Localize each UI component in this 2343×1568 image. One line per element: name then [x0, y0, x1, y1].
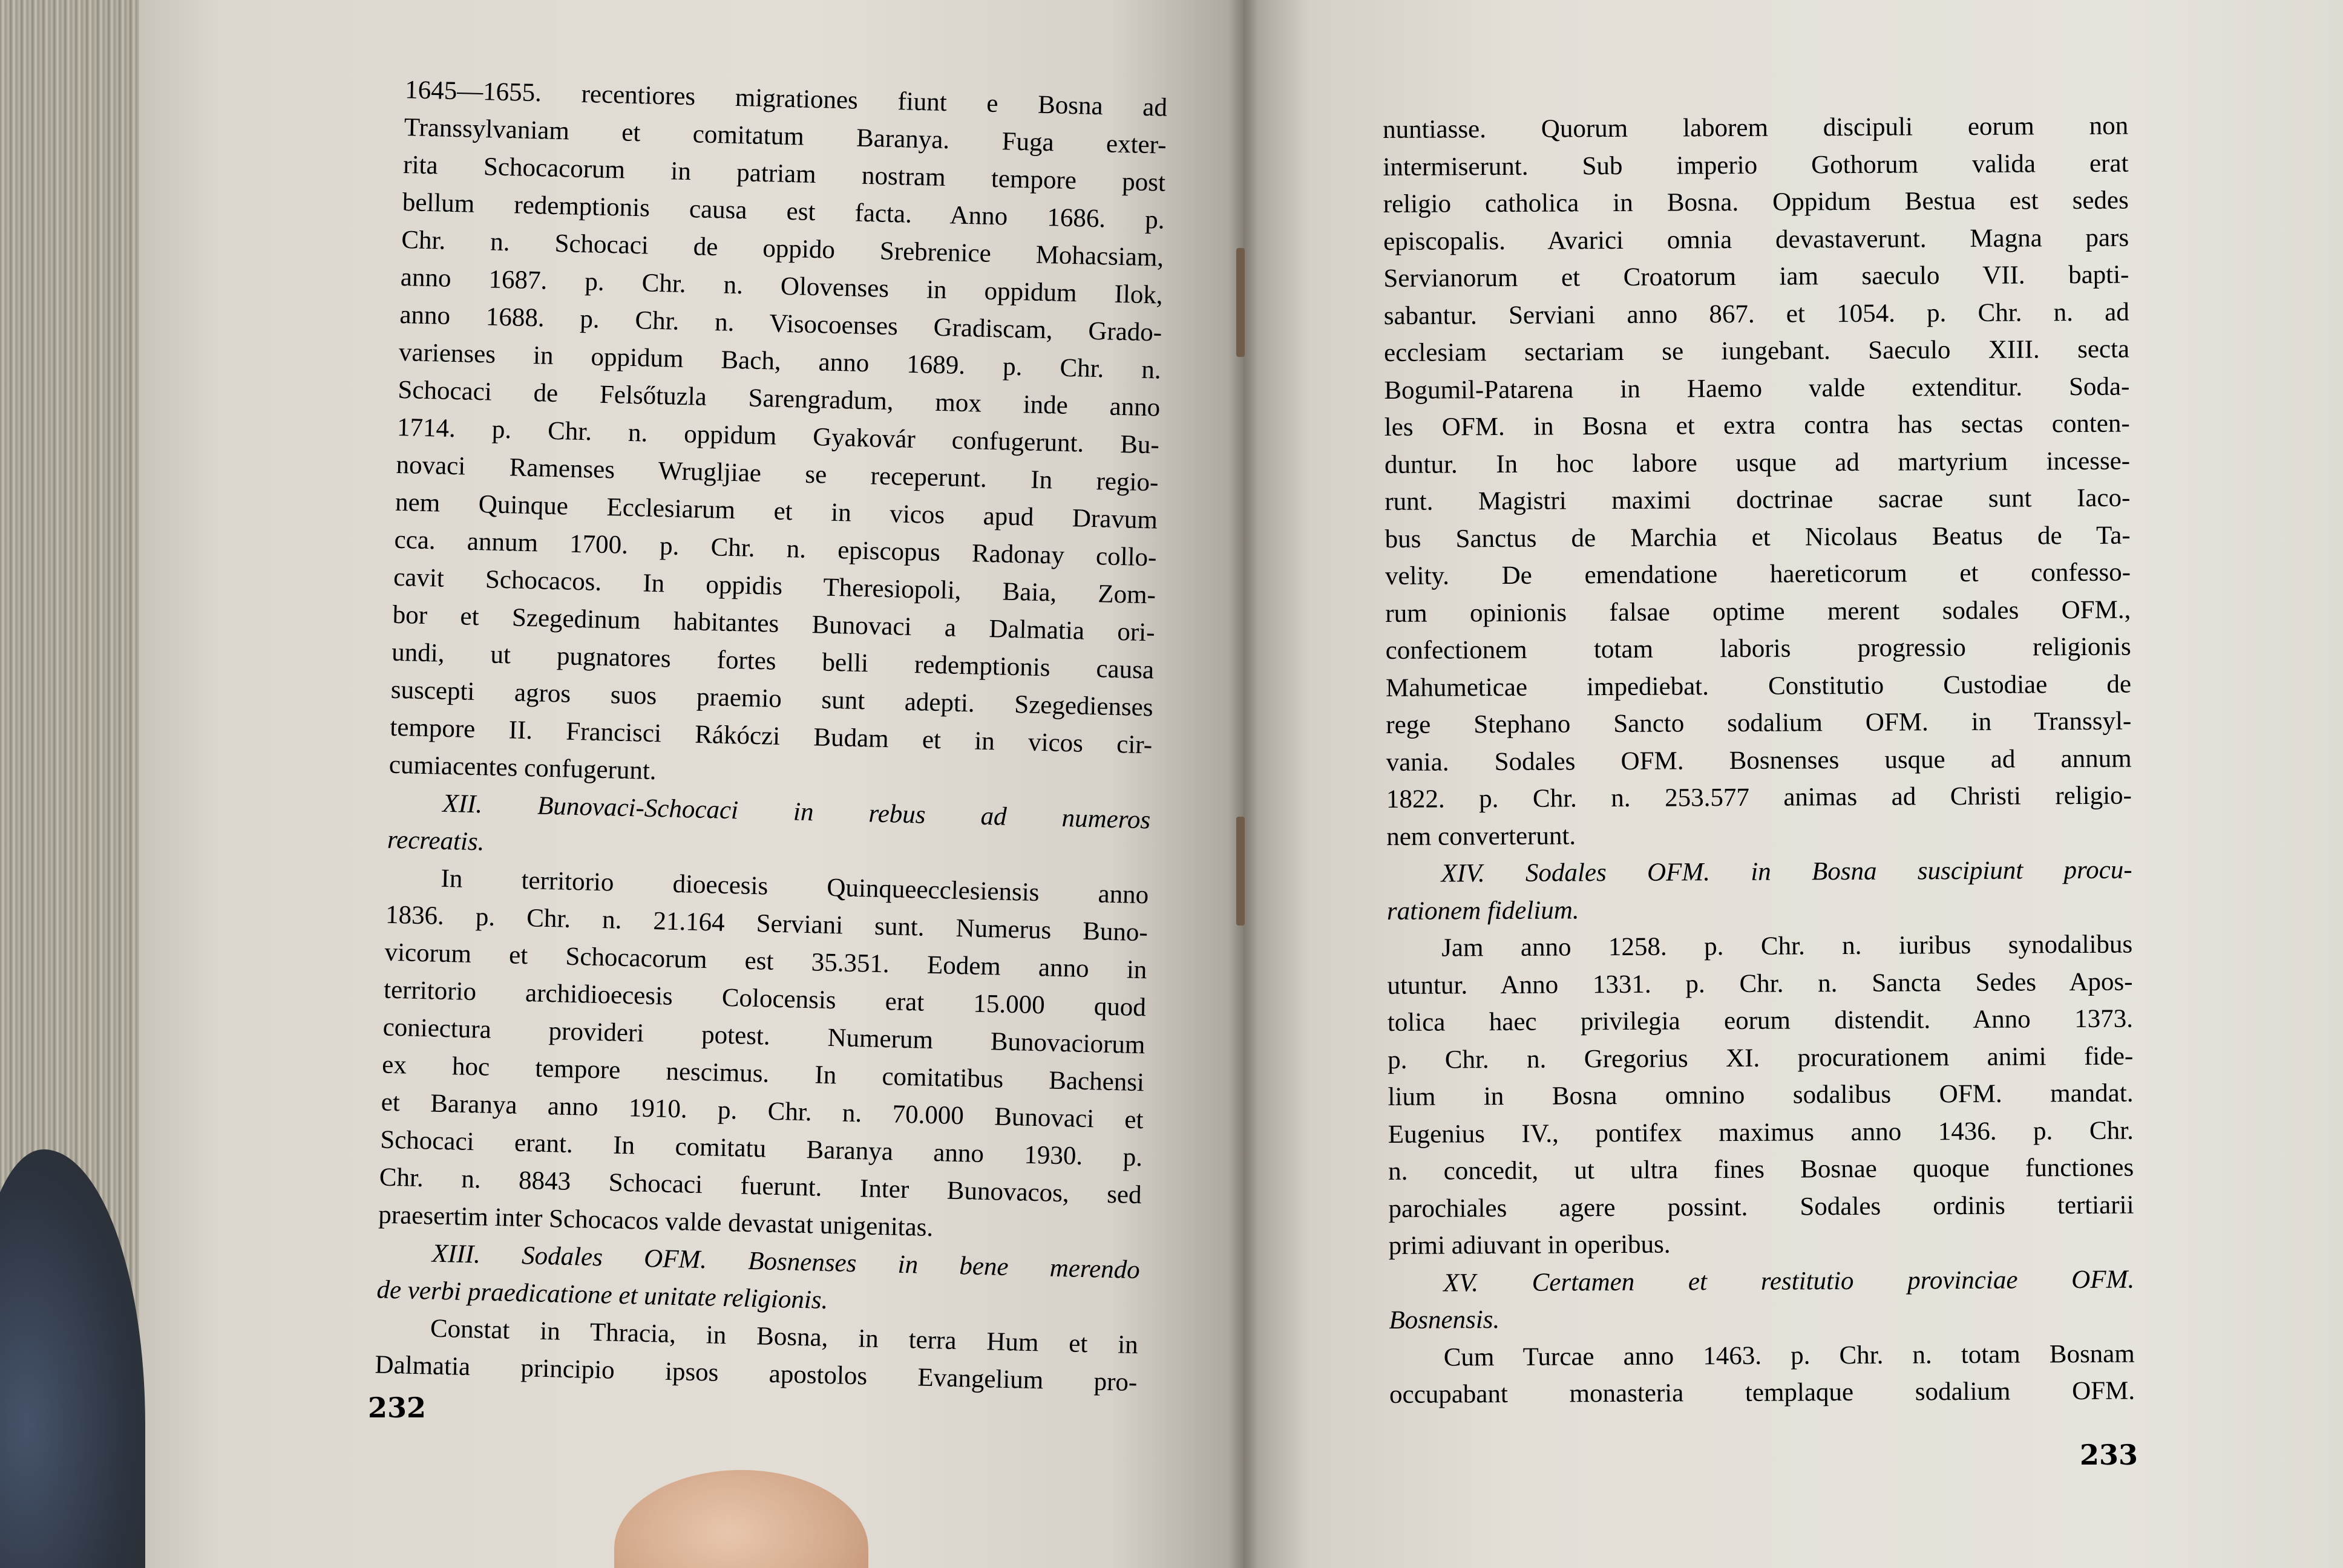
text-line: suscepti agros suos praemio sunt adepti. Szegedienses	[390, 675, 1154, 722]
text-line: Schocaci erant. In comitatu Baranya anno 1930. p.	[379, 1125, 1143, 1172]
text-line: confectionem totam laboris progressio religionis	[1385, 632, 2131, 665]
text-line: bus Sanctus de Marchia et Nicolaus Beatus de Ta-	[1384, 521, 2131, 554]
text-line: ecclesiam sectariam se iungebant. Saeculo XIII. secta	[1383, 335, 2130, 367]
text-line: varienses in oppidum Bach, anno 1689. p. Chr. n.	[398, 338, 1162, 385]
text-line: anno 1687. p. Chr. n. Olovenses in oppidum Ilok,	[400, 263, 1164, 310]
right-page-number: 233	[2080, 1439, 2138, 1471]
text-line: Mahumeticae impediebat. Constitutio Custodiae de	[1385, 670, 2132, 702]
text-line: rita Schocacorum in patriam nostram tempore post	[402, 150, 1166, 197]
text-line: novaci Ramenses Wrugljiae se receperunt. In regio-	[396, 450, 1159, 497]
text-line: runt. Magistri maximi doctrinae sacrae sunt Iaco-	[1384, 483, 2131, 516]
text-line: anno 1688. p. Chr. n. Visocoenses Gradiscam, Grado-	[399, 300, 1162, 347]
right-page-text	[1383, 108, 2135, 1414]
text-line: 1645—1655. recentiores migrationes fiunt e Bosna ad	[404, 75, 1168, 122]
text-line: Jam anno 1258. p. Chr. n. iuribus synodalibus	[1441, 930, 2133, 962]
section-heading: XV. Certamen et restitutio provinciae OFM.	[1443, 1265, 2135, 1298]
text-line: coniectura provideri potest. Numerum Bunovaciorum	[382, 1013, 1145, 1060]
section-heading: XIV. Sodales OFM. in Bosna suscipiunt procu-	[1441, 855, 2132, 888]
text-line: n. concedit, ut ultra fines Bosnae quoque functiones	[1388, 1153, 2134, 1186]
text-line: intermiserunt. Sub imperio Gothorum valida erat	[1383, 149, 2129, 181]
text-line: Chr. n. Schocaci de oppido Srebrenice Mohacsiam,	[401, 225, 1164, 272]
text-line: rum opinionis falsae optime merent sodales OFM.,	[1385, 595, 2131, 628]
text-line: p. Chr. n. Gregorius XI. procurationem animi fide-	[1388, 1042, 2134, 1074]
text-line: In territorio dioecesis Quinqueecclesiensis anno	[441, 864, 1149, 910]
text-line: Schocaci de Felsőtuzla Sarengradum, mox inde anno	[398, 375, 1161, 422]
text-line: utuntur. Anno 1331. p. Chr. n. Sancta Sedes Apos-	[1387, 967, 2133, 1000]
text-line: bor et Szegedinum habitantes Bunovaci a Dalmatia ori-	[392, 600, 1156, 647]
text-line: cca. annum 1700. p. Chr. n. episcopus Radonay collo-	[394, 525, 1157, 572]
text-line: vicorum et Schocacorum est 35.351. Eodem anno in	[384, 938, 1147, 985]
text-line: nem Quinque Ecclesiarum et in vicos apud Dravum	[395, 488, 1158, 535]
text-line: Dalmatia principio ipsos apostolos Evangelium pro-	[375, 1350, 1138, 1397]
text-line: cavit Schocacos. In oppidis Theresiopoli, Baia, Zom-	[393, 563, 1156, 610]
text-line: velity. De emendatione haereticorum et confesso-	[1384, 558, 2131, 590]
text-line: praesertim inter Schocacos valde devastat unigenitas.	[378, 1200, 934, 1243]
text-line: Bogumil-Patarena in Haemo valde extenditur. Soda-	[1384, 372, 2130, 405]
text-line: cumiacentes confugerunt.	[388, 750, 657, 786]
text-line: tolica haec privilegia eorum distendit. Anno 1373.	[1387, 1004, 2133, 1037]
text-line: undi, ut pugnatores fortes belli redemptionis causa	[391, 638, 1155, 685]
section-heading: recreatis.	[387, 825, 485, 857]
text-line: nem converterunt.	[1386, 821, 1576, 851]
text-line: primi adiuvant in operibus.	[1388, 1230, 1671, 1260]
text-line: vania. Sodales OFM. Bosnenses usque ad annum	[1386, 744, 2132, 777]
text-line: tempore II. Francisci Rákóczi Budam et in vicos cir-	[389, 713, 1153, 760]
text-line: religio catholica in Bosna. Oppidum Bestua est sedes	[1383, 186, 2129, 218]
section-heading: de verbi praedicatione et unitate religionis.	[376, 1275, 828, 1315]
left-page-text	[375, 71, 1168, 1402]
text-line: lium in Bosna omnino sodalibus OFM. mandat.	[1388, 1079, 2134, 1111]
text-line: 1822. p. Chr. n. 253.577 animas ad Christi religio-	[1386, 781, 2132, 814]
text-line: parochiales agere possint. Sodales ordinis tertiarii	[1388, 1191, 2134, 1223]
text-line: sabantur. Serviani anno 867. et 1054. p. Chr. n. ad	[1383, 298, 2129, 330]
text-line: duntur. In hoc labore usque ad martyrium incesse-	[1384, 446, 2131, 479]
text-line: Transsylvaniam et comitatum Baranya. Fuga exter-	[404, 113, 1167, 160]
text-line: rege Stephano Sancto sodalium OFM. in Transsyl-	[1386, 707, 2132, 739]
text-line: les OFM. in Bosna et extra contra has sectas conten-	[1384, 409, 2130, 442]
text-line: 1714. p. Chr. n. oppidum Gyakovár confugerunt. Bu-	[396, 413, 1160, 460]
text-line: nuntiasse. Quorum laborem discipuli eorum non	[1383, 111, 2129, 144]
binding-thread	[1236, 817, 1245, 926]
text-line: occupabant monasteria templaque sodalium OFM.	[1389, 1376, 2135, 1409]
book-gutter	[1228, 0, 1259, 1568]
section-heading: Bosnensis.	[1389, 1305, 1500, 1334]
text-line: bellum redemptionis causa est facta. Anno 1686. p.	[402, 188, 1165, 235]
section-heading: XIII. Sodales OFM. Bosnenses in bene merendo	[431, 1239, 1141, 1285]
text-line: Eugenius IV., pontifex maximus anno 1436. p. Chr.	[1388, 1116, 2134, 1149]
text-line: Servianorum et Croatorum iam saeculo VII. bapti-	[1383, 260, 2129, 293]
text-line: ex hoc tempore nescimus. In comitatibus Bachensi	[381, 1050, 1145, 1097]
text-line: 1836. p. Chr. n. 21.164 Serviani sunt. Numerus Buno-	[385, 900, 1149, 947]
section-heading: rationem fidelium.	[1386, 895, 1579, 926]
text-line: territorio archidioecesis Colocensis erat 15.000 quod	[383, 975, 1147, 1022]
text-line: Cum Turcae anno 1463. p. Chr. n. totam Bosnam	[1443, 1339, 2135, 1372]
text-line: Constat in Thracia, in Bosna, in terra Hum et in	[430, 1314, 1139, 1360]
text-line: Chr. n. 8843 Schocaci fuerunt. Inter Bunovacos, sed	[379, 1163, 1142, 1210]
binding-thread	[1236, 248, 1245, 357]
left-page-number: 232	[368, 1391, 427, 1424]
section-heading: XII. Bunovaci-Schocaci in rebus ad numeros	[442, 789, 1151, 835]
text-line: episcopalis. Avarici omnia devastaverunt. Magna pars	[1383, 223, 2129, 256]
text-line: et Baranya anno 1910. p. Chr. n. 70.000 Bunovaci et	[381, 1088, 1144, 1135]
